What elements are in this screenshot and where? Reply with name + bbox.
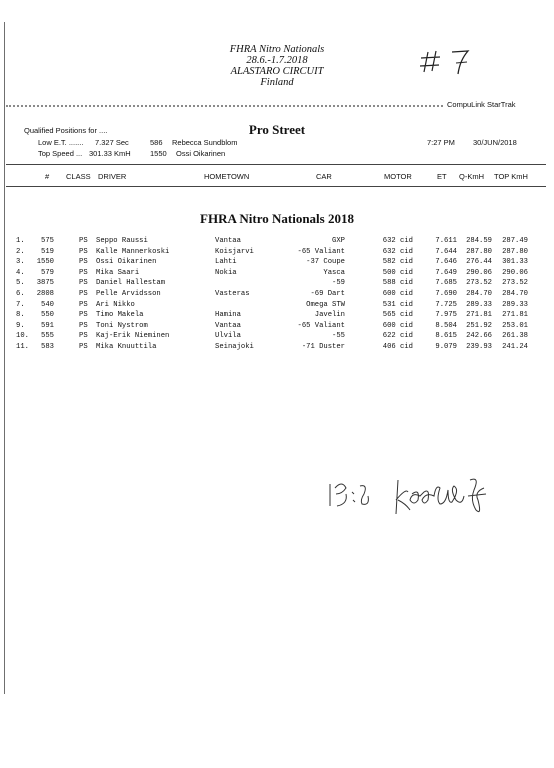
row-class: PS <box>79 268 88 277</box>
top-speed-car: 1550 <box>150 149 167 158</box>
row-car: -59 <box>332 279 345 288</box>
top-speed-driver: Ossi Oikarinen <box>176 149 226 158</box>
row-car: -65 Valiant <box>297 321 345 330</box>
table-row <box>0 310 554 321</box>
header-bottom-rule <box>6 186 546 187</box>
row-top-kmh: 290.06 <box>502 268 528 277</box>
row-car: Omega STW <box>306 300 345 309</box>
qualified-heading: Qualified Positions for .... <box>24 126 108 135</box>
brand-label: CompuLink StarTrak <box>447 100 516 109</box>
row-car-number: 2808 <box>36 290 54 298</box>
row-class: PS <box>79 311 88 320</box>
row-driver: Pelle Arvidsson <box>96 290 161 298</box>
row-driver: Seppo Raussi <box>96 237 148 245</box>
col-qkmh: Q-KmH <box>459 172 484 181</box>
col-class: CLASS <box>66 172 91 181</box>
row-qkmh: 273.52 <box>466 279 492 288</box>
row-top-kmh: 261.38 <box>502 332 528 341</box>
row-position: 5. <box>16 279 25 288</box>
row-qkmh: 290.06 <box>466 268 492 277</box>
row-car-number: 519 <box>41 247 54 256</box>
row-class: PS <box>79 279 88 288</box>
row-car: -37 Coupe <box>306 258 345 267</box>
row-hometown: Koisjarvi <box>215 247 254 256</box>
row-class: PS <box>79 247 88 256</box>
col-car: CAR <box>316 172 332 181</box>
row-motor: 588 cid <box>382 279 413 288</box>
low-et-driver: Rebecca Sundblom <box>172 138 238 147</box>
row-et: 7.975 <box>435 311 457 320</box>
row-driver: Mika Knuuttila <box>96 343 157 351</box>
row-motor: 500 cid <box>382 268 413 277</box>
row-motor: 582 cid <box>382 258 413 267</box>
table-row <box>0 268 554 279</box>
row-et: 7.611 <box>435 237 457 245</box>
meeting-circuit: ALASTARO CIRCUIT <box>230 66 324 77</box>
row-car-number: 583 <box>41 343 54 351</box>
top-speed-label: Top Speed ... <box>38 149 83 158</box>
row-car-number: 3875 <box>36 279 54 288</box>
row-hometown: Ulvila <box>215 332 241 341</box>
col-motor: MOTOR <box>384 172 412 181</box>
row-position: 4. <box>16 268 25 277</box>
row-et: 8.615 <box>435 332 457 341</box>
row-driver: Timo Makela <box>96 311 144 320</box>
row-motor: 632 cid <box>382 237 413 245</box>
row-top-kmh: 253.01 <box>502 321 528 330</box>
row-top-kmh: 273.52 <box>502 279 528 288</box>
row-qkmh: 271.81 <box>466 311 492 320</box>
row-qkmh: 251.92 <box>466 321 492 330</box>
row-qkmh: 287.80 <box>466 247 492 256</box>
row-class: PS <box>79 290 88 298</box>
handwritten-number <box>418 46 478 76</box>
table-row <box>0 331 554 342</box>
row-motor: 632 cid <box>382 247 413 256</box>
table-row <box>0 278 554 289</box>
low-et-value: 7.327 Sec <box>95 138 129 147</box>
row-top-kmh: 287.80 <box>502 247 528 256</box>
row-qkmh: 284.59 <box>466 237 492 245</box>
row-et: 9.079 <box>435 343 457 351</box>
row-qkmh: 276.44 <box>466 258 492 267</box>
col-num: # <box>45 172 50 181</box>
row-position: 9. <box>16 321 25 330</box>
row-driver: Ari Nikko <box>96 300 135 309</box>
row-qkmh: 239.93 <box>466 343 492 351</box>
row-top-kmh: 241.24 <box>502 343 528 351</box>
row-et: 7.649 <box>435 268 457 277</box>
row-et: 7.685 <box>435 279 457 288</box>
row-motor: 565 cid <box>382 311 413 320</box>
low-et-car: 586 <box>150 138 163 147</box>
row-top-kmh: 301.33 <box>502 258 528 267</box>
top-speed-value: 301.33 KmH <box>89 149 131 158</box>
row-qkmh: 289.33 <box>466 300 492 309</box>
meeting-title: FHRA Nitro Nationals <box>229 44 325 55</box>
meeting-country: Finland <box>260 77 294 88</box>
row-car: -69 Dart <box>310 290 345 298</box>
row-class: PS <box>79 237 88 245</box>
print-time: 7:27 PM <box>427 138 455 147</box>
row-qkmh: 284.70 <box>466 290 492 298</box>
row-hometown: Hamina <box>215 311 241 320</box>
results-title: FHRA Nitro Nationals 2018 <box>200 211 354 226</box>
row-car-number: 540 <box>41 300 54 309</box>
row-et: 7.646 <box>435 258 457 267</box>
header-top-rule <box>6 164 546 165</box>
col-topkmh: TOP KmH <box>494 172 528 181</box>
row-hometown: Vasteras <box>215 290 250 298</box>
row-car: Javelin <box>314 311 345 320</box>
col-et: ET <box>437 172 447 181</box>
row-car-number: 575 <box>41 237 54 245</box>
row-position: 6. <box>16 290 25 298</box>
row-class: PS <box>79 321 88 330</box>
table-row <box>0 289 554 300</box>
row-class: PS <box>79 258 88 267</box>
row-class: PS <box>79 343 88 351</box>
row-motor: 531 cid <box>382 300 413 309</box>
row-car: GXP <box>332 237 345 245</box>
row-motor: 600 cid <box>382 290 413 298</box>
low-et-label: Low E.T. ....... <box>38 138 84 147</box>
col-driver: DRIVER <box>98 172 127 181</box>
row-top-kmh: 271.81 <box>502 311 528 320</box>
row-driver: Ossi Oikarinen <box>96 258 157 267</box>
row-position: 11. <box>16 343 29 351</box>
row-top-kmh: 284.70 <box>502 290 528 298</box>
row-top-kmh: 289.33 <box>502 300 528 309</box>
table-row <box>0 257 554 268</box>
row-car: -65 Valiant <box>297 247 345 256</box>
row-hometown: Vantaa <box>215 321 241 330</box>
row-motor: 622 cid <box>382 332 413 341</box>
row-et: 8.504 <box>435 321 457 330</box>
row-position: 10. <box>16 332 29 341</box>
row-et: 7.725 <box>435 300 457 309</box>
row-driver: Mika Saari <box>96 268 140 277</box>
table-row <box>0 236 554 247</box>
meeting-dates: 28.6.-1.7.2018 <box>246 55 308 66</box>
table-row <box>0 342 554 353</box>
row-car: -55 <box>332 332 345 341</box>
event-name: Pro Street <box>248 122 306 137</box>
row-hometown: Seinajoki <box>215 343 254 351</box>
row-driver: Daniel Hallestam <box>96 279 166 288</box>
row-et: 7.690 <box>435 290 457 298</box>
row-motor: 406 cid <box>382 343 413 351</box>
table-row <box>0 247 554 258</box>
row-car-number: 555 <box>41 332 54 341</box>
row-position: 2. <box>16 247 25 256</box>
row-driver: Kaj-Erik Nieminen <box>96 332 170 341</box>
row-position: 3. <box>16 258 25 267</box>
row-motor: 600 cid <box>382 321 413 330</box>
row-position: 8. <box>16 311 25 320</box>
row-hometown: Vantaa <box>215 237 241 245</box>
row-car: -71 Duster <box>301 343 345 351</box>
row-car: Yasca <box>323 268 345 277</box>
handwritten-signature <box>324 470 494 520</box>
row-position: 1. <box>16 237 25 245</box>
row-et: 7.644 <box>435 247 457 256</box>
row-car-number: 550 <box>41 311 54 320</box>
row-car-number: 1550 <box>36 258 54 267</box>
row-driver: Kalle Mannerkoski <box>96 247 170 256</box>
table-row <box>0 300 554 311</box>
row-top-kmh: 287.49 <box>502 237 528 245</box>
row-driver: Toni Nystrom <box>96 321 148 330</box>
print-date: 30/JUN/2018 <box>473 138 517 147</box>
row-qkmh: 242.66 <box>466 332 492 341</box>
row-class: PS <box>79 332 88 341</box>
col-hometown: HOMETOWN <box>204 172 250 181</box>
row-car-number: 591 <box>41 321 54 330</box>
row-position: 7. <box>16 300 25 309</box>
table-row <box>0 321 554 332</box>
row-class: PS <box>79 300 88 309</box>
row-car-number: 579 <box>41 268 54 277</box>
dotted-separator <box>6 105 443 107</box>
row-hometown: Lahti <box>215 258 237 267</box>
row-hometown: Nokia <box>215 268 237 277</box>
